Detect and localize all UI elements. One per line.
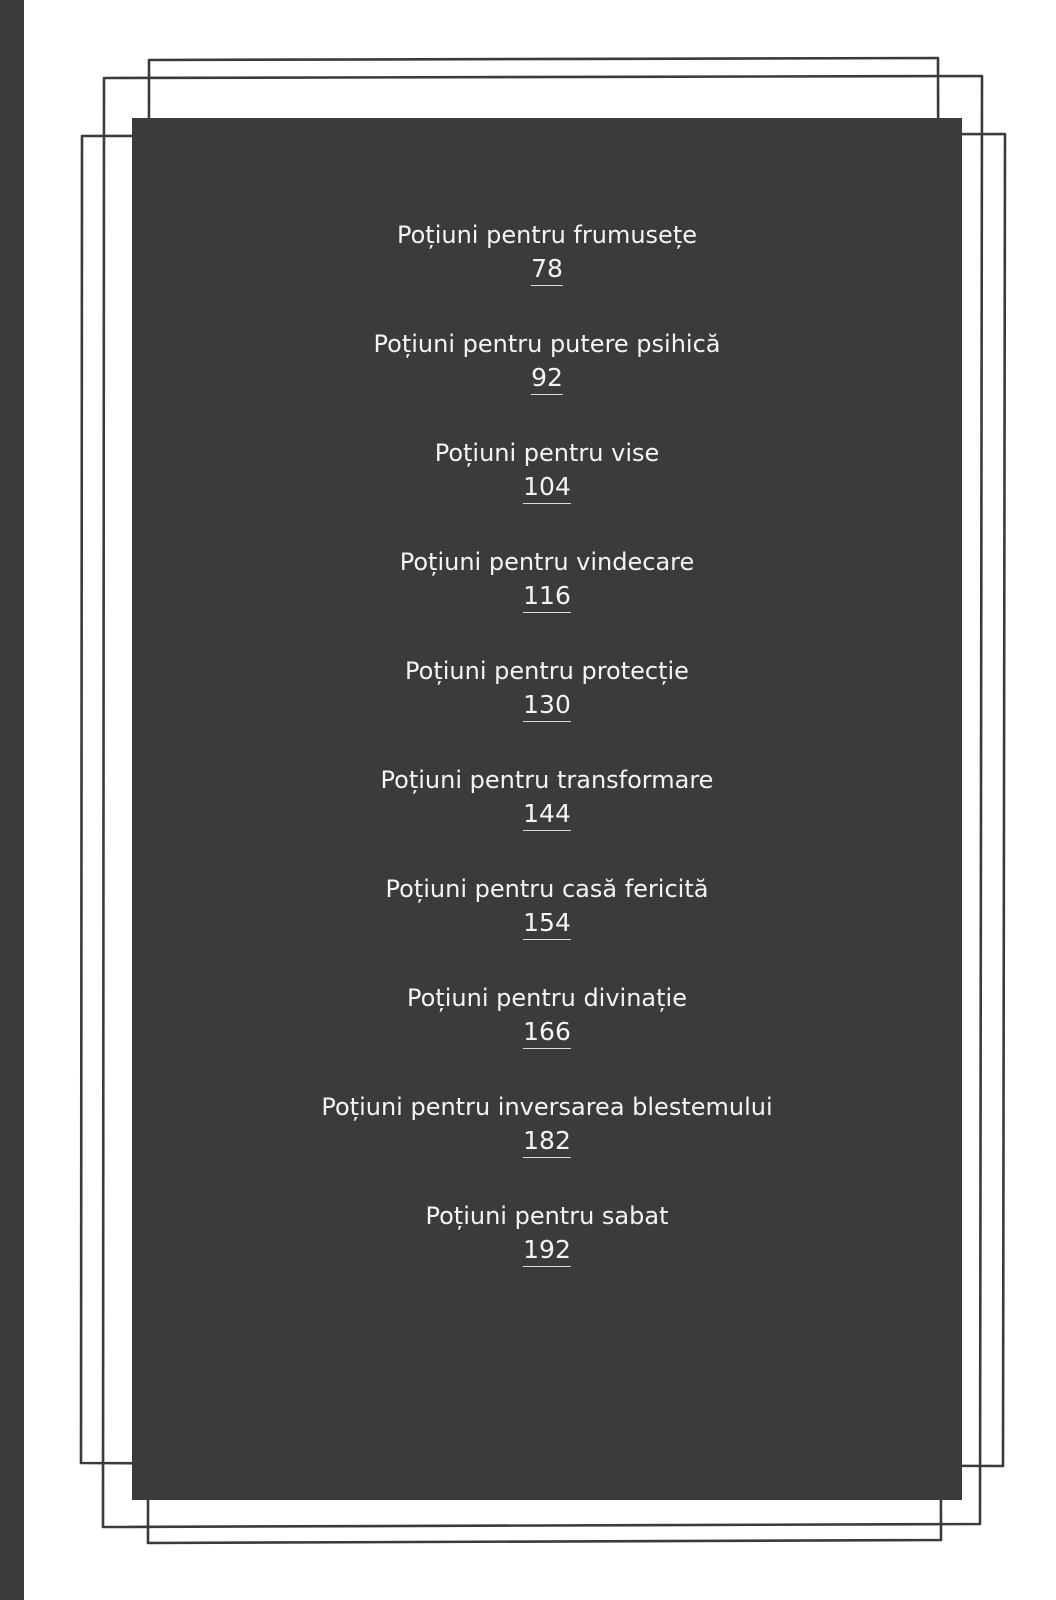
toc-entry [132, 1199, 962, 1308]
table-of-contents [132, 218, 962, 1308]
toc-entry-title: Poțiuni pentru putere psihică [373, 330, 721, 358]
toc-page-link[interactable]: 78 [531, 254, 563, 286]
toc-entry [132, 218, 962, 327]
contents-panel [132, 118, 962, 1500]
toc-entry-title: Poțiuni pentru vindecare [399, 548, 695, 576]
toc-entry-title: Poțiuni pentru frumusețe [397, 221, 697, 249]
toc-entry-title: Poțiuni pentru inversarea blestemului [321, 1093, 773, 1121]
toc-entry-title: Poțiuni pentru sabat [425, 1202, 669, 1230]
toc-entry-title: Poțiuni pentru divinație [407, 984, 687, 1012]
toc-entry [132, 872, 962, 981]
toc-entry-title: Poțiuni pentru transformare [380, 766, 714, 794]
toc-page-link[interactable]: 144 [523, 799, 571, 831]
toc-page-link[interactable]: 154 [523, 908, 571, 940]
toc-page-link[interactable]: 192 [523, 1235, 571, 1267]
toc-entry [132, 327, 962, 436]
toc-entry-title: Poțiuni pentru casă fericită [385, 875, 709, 903]
toc-page-link[interactable]: 92 [531, 363, 563, 395]
toc-entry [132, 654, 962, 763]
toc-page-link[interactable]: 166 [523, 1017, 571, 1049]
toc-entry-title: Poțiuni pentru protecție [405, 657, 689, 685]
toc-entry [132, 1090, 962, 1199]
toc-page-link[interactable]: 130 [523, 690, 571, 722]
toc-entry [132, 436, 962, 545]
toc-entry [132, 545, 962, 654]
toc-page-link[interactable]: 104 [523, 472, 571, 504]
toc-entry-title: Poțiuni pentru vise [434, 439, 660, 467]
toc-page-link[interactable]: 116 [523, 581, 571, 613]
toc-page-link[interactable]: 182 [523, 1126, 571, 1158]
toc-entry [132, 763, 962, 872]
toc-entry [132, 981, 962, 1090]
